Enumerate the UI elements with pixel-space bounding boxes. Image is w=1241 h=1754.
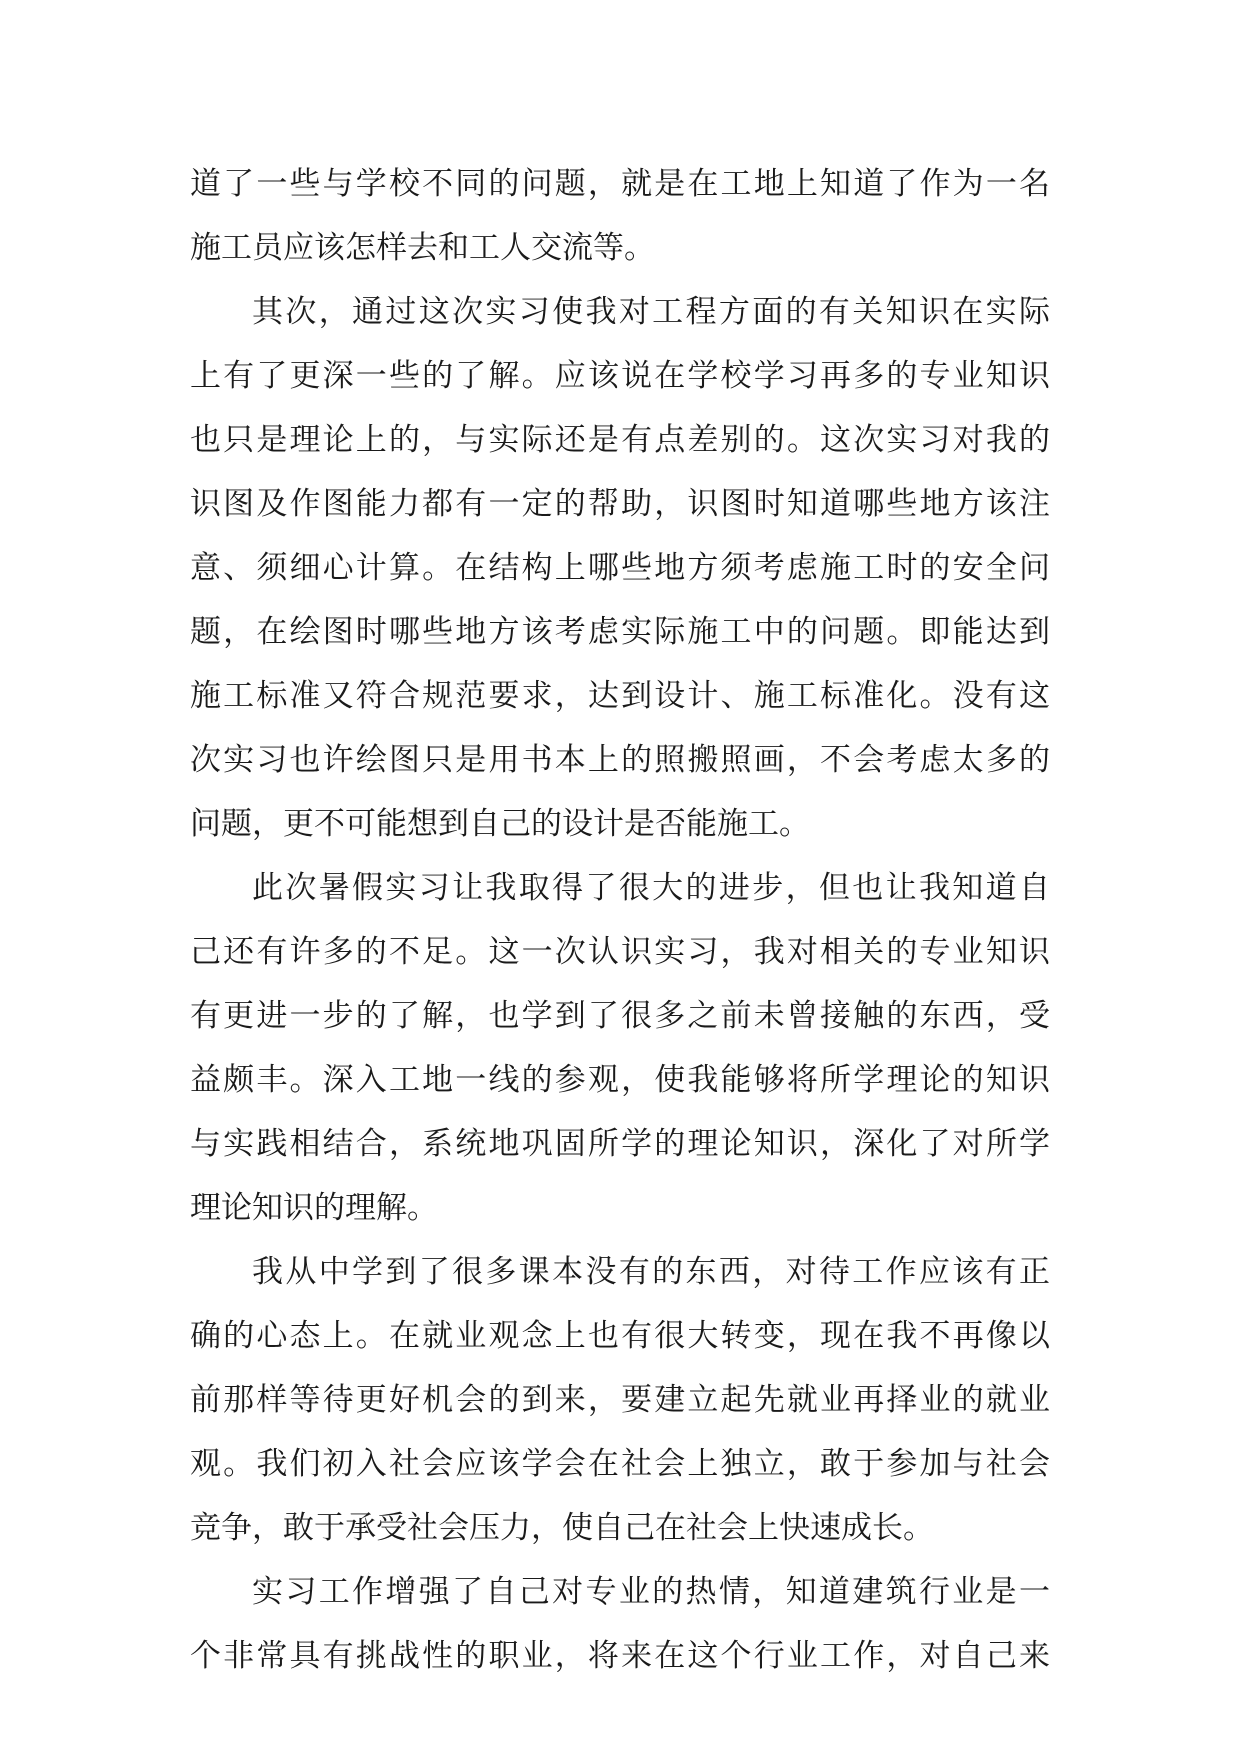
text-line: 益颇丰。深入工地一线的参观，使我能够将所学理论的知识 xyxy=(190,1062,1050,1098)
text-line: 题，在绘图时哪些地方该考虑实际施工中的问题。即能达到 xyxy=(190,614,1050,650)
text-line: 有更进一步的了解，也学到了很多之前未曾接触的东西，受 xyxy=(190,998,1050,1034)
document-body xyxy=(190,152,1050,1688)
text-line: 实习工作增强了自己对专业的热情，知道建筑行业是一 xyxy=(252,1574,1050,1610)
text-line: 观。我们初入社会应该学会在社会上独立，敢于参加与社会 xyxy=(190,1446,1050,1482)
text-line: 意、须细心计算。在结构上哪些地方须考虑施工时的安全问 xyxy=(190,550,1050,586)
text-line: 道了一些与学校不同的问题，就是在工地上知道了作为一名 xyxy=(190,166,1050,202)
text-line: 与实践相结合，系统地巩固所学的理论知识，深化了对所学 xyxy=(190,1126,1050,1162)
text-line: 次实习也许绘图只是用书本上的照搬照画，不会考虑太多的 xyxy=(190,742,1050,778)
text-line: 前那样等待更好机会的到来，要建立起先就业再择业的就业 xyxy=(190,1382,1050,1418)
text-line: 己还有许多的不足。这一次认识实习，我对相关的专业知识 xyxy=(190,934,1050,970)
text-line: 我从中学到了很多课本没有的东西，对待工作应该有正 xyxy=(252,1254,1050,1290)
text-line: 此次暑假实习让我取得了很大的进步，但也让我知道自 xyxy=(252,870,1050,906)
text-line: 竞争，敢于承受社会压力，使自己在社会上快速成长。 xyxy=(190,1510,934,1546)
text-line: 施工员应该怎样去和工人交流等。 xyxy=(190,230,655,266)
text-line: 其次，通过这次实习使我对工程方面的有关知识在实际 xyxy=(252,294,1050,330)
text-line: 确的心态上。在就业观念上也有很大转变，现在我不再像以 xyxy=(190,1318,1050,1354)
text-line: 施工标准又符合规范要求，达到设计、施工标准化。没有这 xyxy=(190,678,1050,714)
text-line: 理论知识的理解。 xyxy=(190,1190,438,1226)
text-line: 上有了更深一些的了解。应该说在学校学习再多的专业知识 xyxy=(190,358,1050,394)
text-line: 也只是理论上的，与实际还是有点差别的。这次实习对我的 xyxy=(190,422,1050,458)
text-line: 个非常具有挑战性的职业，将来在这个行业工作，对自己来 xyxy=(190,1638,1050,1674)
text-line: 识图及作图能力都有一定的帮助，识图时知道哪些地方该注 xyxy=(190,486,1050,522)
text-line: 问题，更不可能想到自己的设计是否能施工。 xyxy=(190,806,810,842)
